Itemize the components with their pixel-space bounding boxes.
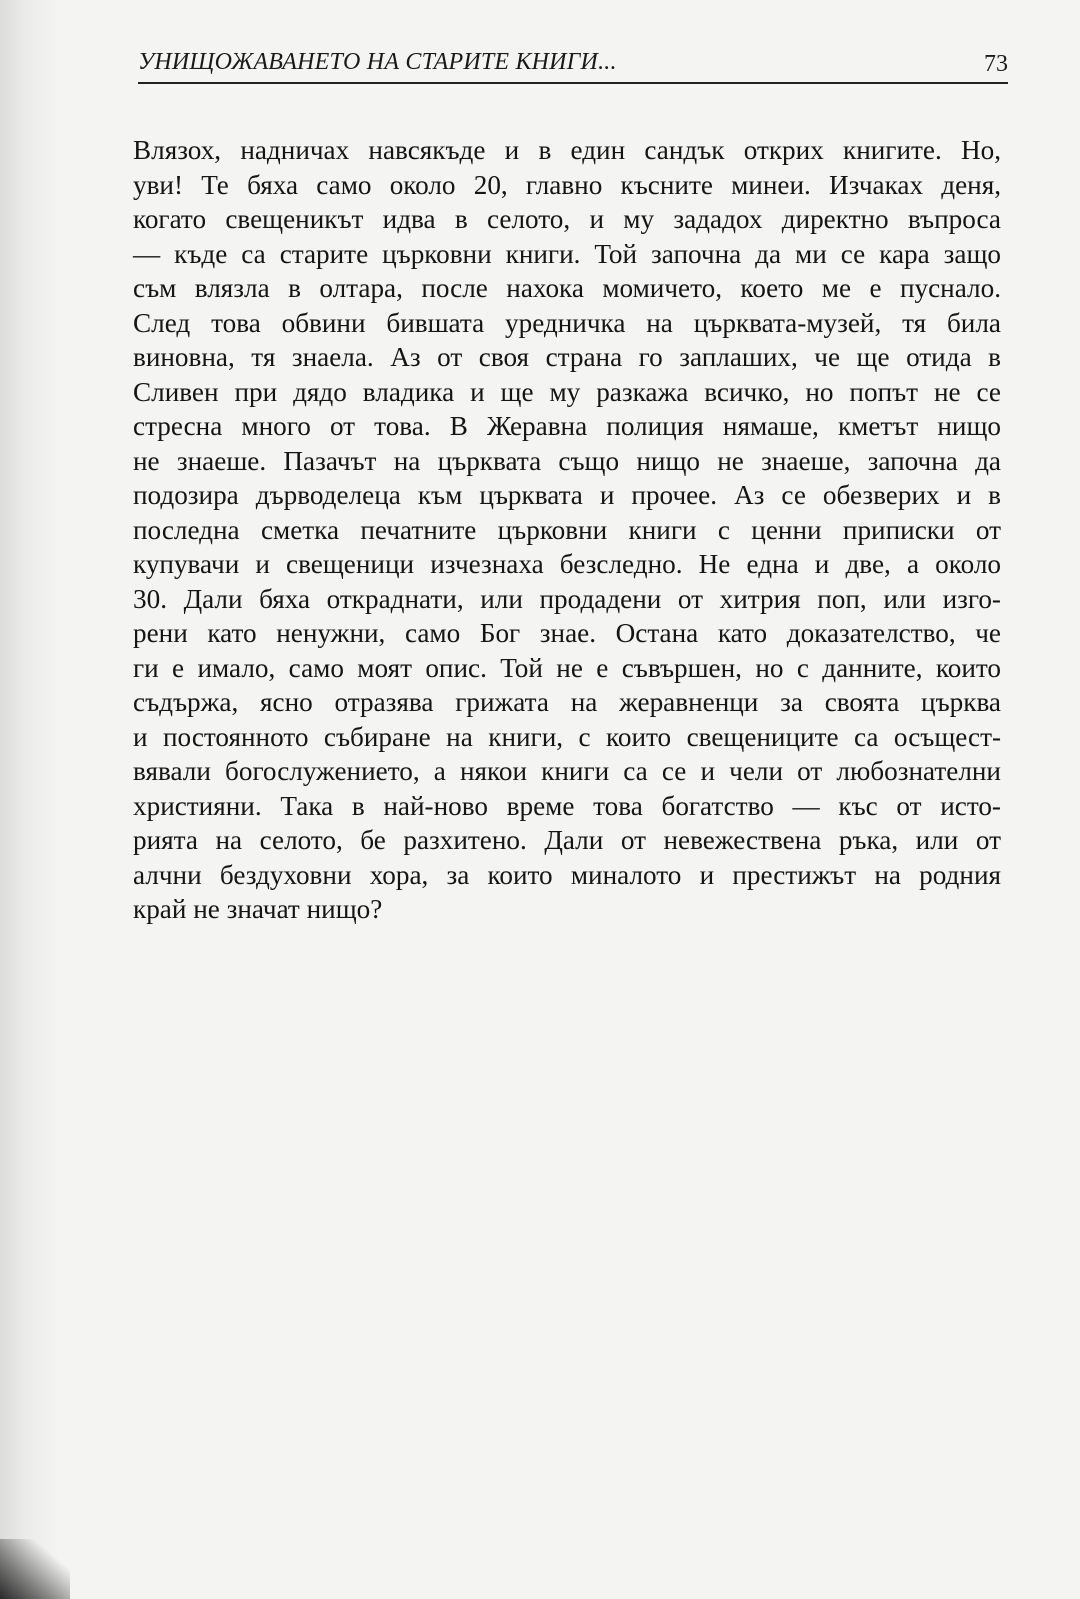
text-line: алчни бездуховни хора, за които миналото и престижът на родния xyxy=(133,859,1001,890)
text-line: уви! Те бяха само около 20, главно късните минеи. Изчаках деня, xyxy=(133,169,1001,200)
text-line: вявали богослужението, а някои книги са се и чели от любознателни xyxy=(133,756,1001,786)
text-line: край не значат нищо? xyxy=(133,894,383,924)
text-line: Сливен при дядо владика и ще му разкажа всичко, но попът не се xyxy=(133,376,1001,407)
text-line: не знаеше. Пазачът на църквата също нищо не знаеше, започна да xyxy=(133,445,1001,476)
running-header xyxy=(138,42,1008,84)
text-line: последна сметка печатните църковни книги с ценни приписки от xyxy=(133,514,1001,545)
text-line: когато свещеникът идва в селото, и му зададох директно въпроса xyxy=(133,204,1001,234)
body-paragraph xyxy=(133,133,1001,927)
page-edge-shade xyxy=(0,0,60,1599)
page-number: 73 xyxy=(984,51,1008,77)
text-line: съдържа, ясно отразява грижата на жеравненци за своята църква xyxy=(133,687,1001,717)
text-line: рени като ненужни, само Бог знае. Остана като доказателство, че xyxy=(133,618,1001,648)
text-line: ги е имало, само моят опис. Той не е съвършен, но с данните, които xyxy=(133,652,1001,683)
running-title: УНИЩОЖАВАНЕТО НА СТАРИТЕ КНИГИ... xyxy=(138,49,617,75)
text-line: купувачи и свещеници изчезнаха безследно. Не една и две, а около xyxy=(133,549,1001,579)
text-line: След това обвини бившата уредничка на църквата-музей, тя била xyxy=(133,307,1001,338)
text-line: съм влязла в олтара, после нахока момичето, което ме е пуснало. xyxy=(133,273,1001,303)
text-line: — къде са старите църковни книги. Той започна да ми се кара защо xyxy=(133,238,1001,269)
corner-shadow xyxy=(0,1539,70,1599)
text-line: и постоянното събиране на книги, с които свещениците са осъщест- xyxy=(133,721,1001,752)
text-line: подозира дърводелеца към църквата и прочее. Аз се обезверих и в xyxy=(133,480,1001,510)
text-line: рията на селото, бе разхитено. Дали от невежествена ръка, или от xyxy=(133,825,1001,855)
text-line: Влязох, надничах навсякъде и в един сандък открих книгите. Но, xyxy=(133,135,1001,165)
text-line: виновна, тя знаела. Аз от своя страна го заплаших, че ще отида в xyxy=(133,342,1001,372)
text-line: стресна много от това. В Жеравна полиция нямаше, кметът нищо xyxy=(133,411,1001,441)
text-line: християни. Така в най-ново време това богатство — къс от исто- xyxy=(133,790,1001,821)
text-line: 30. Дали бяха откраднати, или продадени от хитрия поп, или изго- xyxy=(133,583,1001,614)
